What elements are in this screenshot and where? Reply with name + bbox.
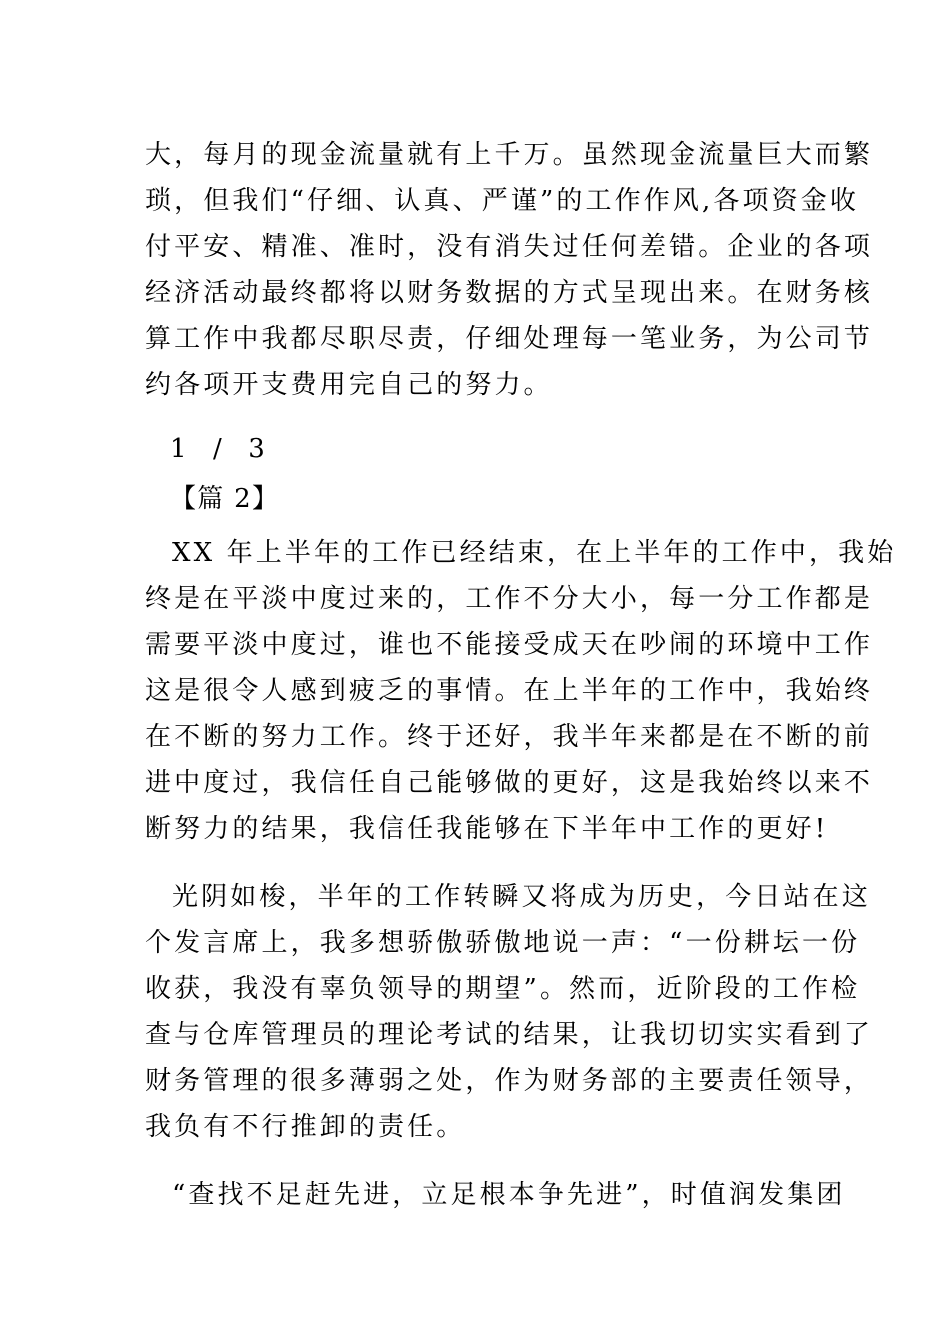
paragraph-2-line-5: 在不断的努力工作。终于还好，我半年来都是在不断的前	[145, 722, 874, 752]
paragraph-3-line-5: 财务管理的很多薄弱之处，作为财务部的主要责任领导，	[145, 1066, 874, 1096]
paragraph-1-line-1: 大，每月的现金流量就有上千万。虽然现金流量巨大而繁	[145, 140, 874, 170]
paragraph-1-line-3: 付平安、精准、准时，没有消失过任何差错。企业的各项	[145, 232, 874, 262]
paragraph-2-line-3: 需要平淡中度过，谁也不能接受成天在吵闹的环境中工作	[145, 630, 874, 660]
paragraph-1-line-6: 约各项开支费用完自己的努力。	[145, 370, 553, 400]
paragraph-2-line-6: 进中度过，我信任自己能够做的更好，这是我始终以来不	[145, 768, 874, 798]
paragraph-2-line-4: 这是很令人感到疲乏的事情。在上半年的工作中，我始终	[145, 676, 874, 706]
paragraph-1-line-2: 琐，但我们“仔细、认真、严谨”的工作作风,各项资金收	[145, 186, 859, 216]
paragraph-3-line-3: 收获，我没有辜负领导的期望”。然而，近阶段的工作检	[145, 974, 861, 1004]
paragraph-2-line-2: 终是在平淡中度过来的，工作不分大小，每一分工作都是	[145, 584, 874, 614]
page-number: 1 / 3	[170, 434, 274, 464]
paragraph-3-line-4: 查与仓库管理员的理论考试的结果，让我切切实实看到了	[145, 1020, 874, 1050]
paragraph-1-line-4: 经济活动最终都将以财务数据的方式呈现出来。在财务核	[145, 278, 874, 308]
paragraph-1-line-5: 算工作中我都尽职尽责，仔细处理每一笔业务，为公司节	[145, 324, 874, 354]
paragraph-4-line-1: “查找不足赶先进，立足根本争先进”，时值润发集团	[172, 1180, 846, 1210]
paragraph-2-line-7: 断努力的结果，我信任我能够在下半年中工作的更好!	[145, 814, 829, 844]
paragraph-3-line-1: 光阴如梭，半年的工作转瞬又将成为历史，今日站在这	[172, 882, 871, 912]
paragraph-3-line-6: 我负有不行推卸的责任。	[145, 1112, 466, 1142]
section-title: 【篇 2】	[170, 484, 280, 514]
paragraph-3-line-2: 个发言席上，我多想骄傲骄傲地说一声：“一份耕坛一份	[145, 928, 861, 958]
paragraph-2-line-1: XX 年上半年的工作已经结束，在上半年的工作中，我始	[172, 538, 897, 568]
